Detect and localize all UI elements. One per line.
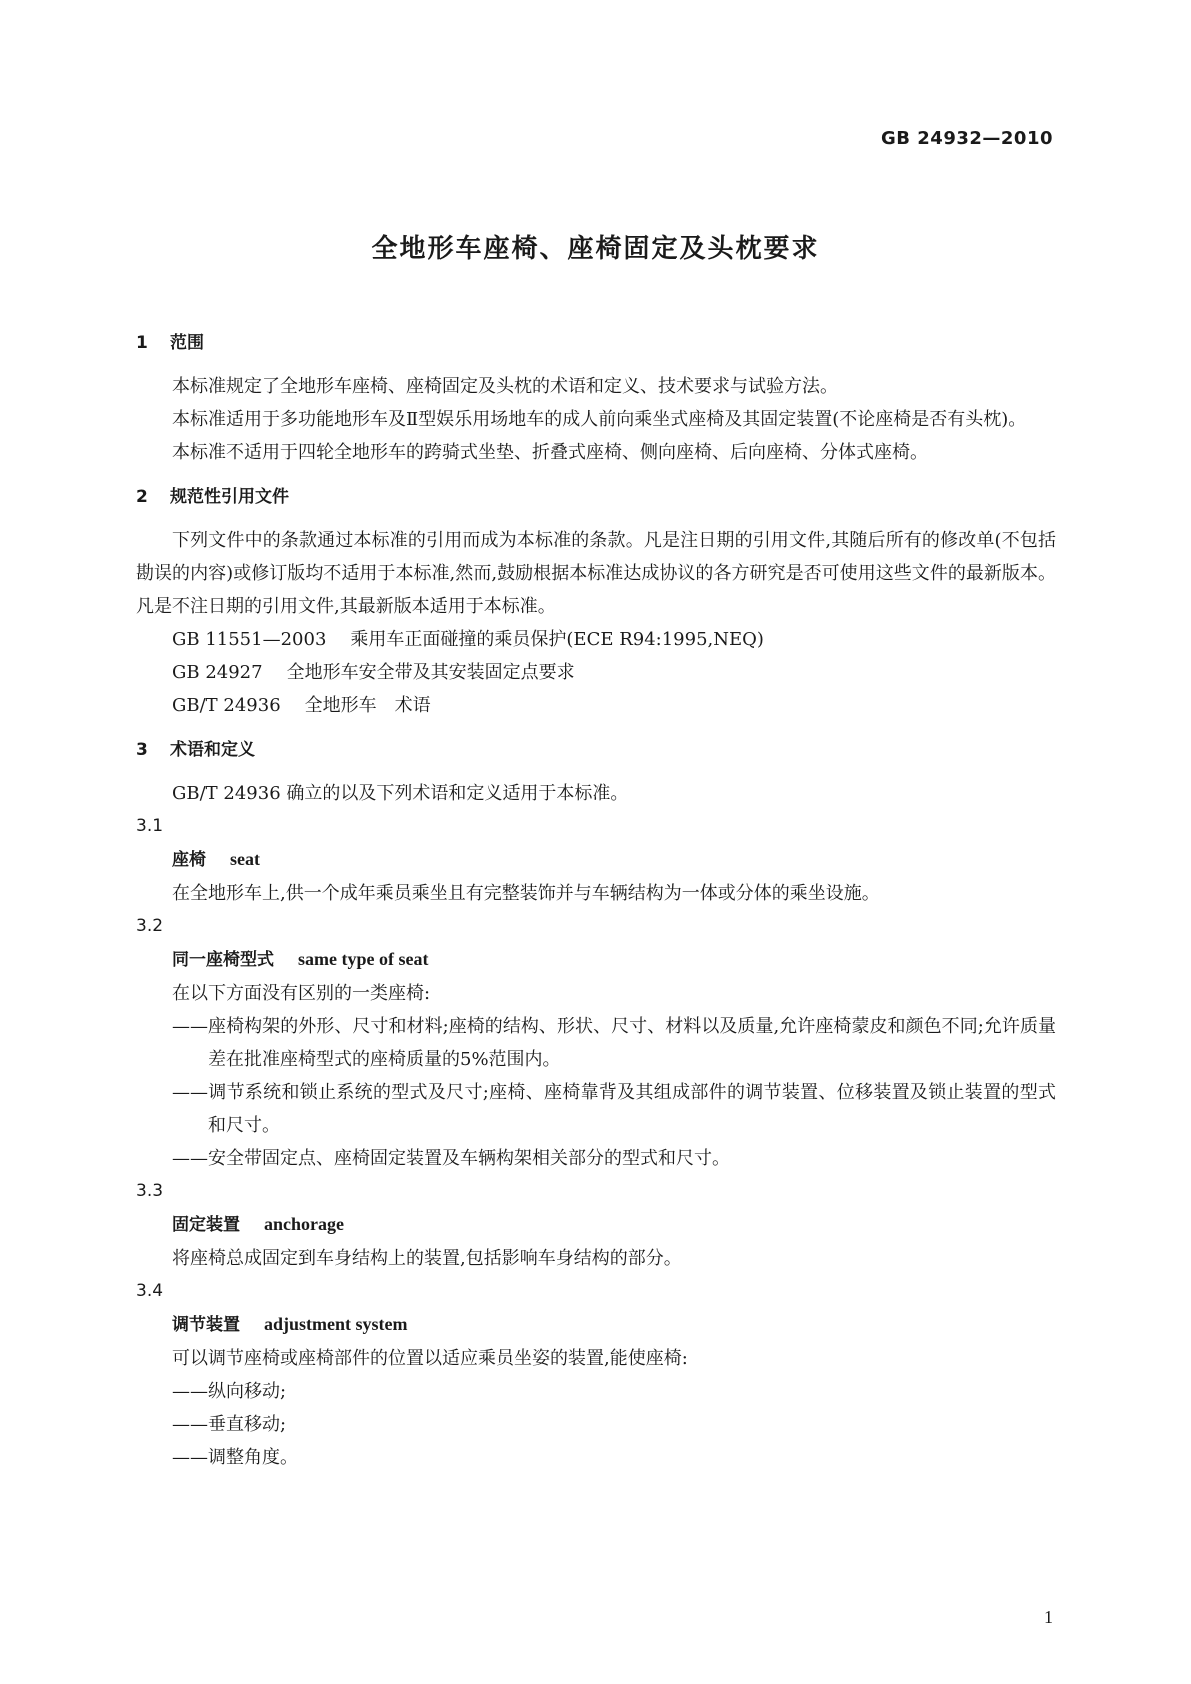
section-number: 1: [136, 333, 148, 353]
paragraph: 本标准不适用于四轮全地形车的跨骑式坐垫、折叠式座椅、侧向座椅、后向座椅、分体式座椅。: [172, 442, 928, 463]
term-definition: 在全地形车上,供一个成年乘员乘坐且有完整装饰并与车辆结构为一体或分体的乘坐设施。: [172, 883, 880, 904]
document-body: [136, 327, 1056, 1474]
term-definition: 将座椅总成固定到车身结构上的装置,包括影响车身结构的部分。: [172, 1248, 682, 1269]
term-heading: [136, 843, 1056, 877]
reference-code: GB/T 24936: [172, 695, 281, 716]
list-item: —— 座椅构架的外形、尺寸和材料;座椅的结构、形状、尺寸、材料以及质量,允许座椅蒙皮和颜色不同;允许质量差在批准座椅型式的座椅质量的5%范围内。: [136, 1010, 1056, 1076]
term-en: seat: [230, 849, 260, 869]
list-item: —— 调节系统和锁止系统的型式及尺寸;座椅、座椅靠背及其组成部件的调节装置、位移装置及锁止装置的型式和尺寸。: [136, 1076, 1056, 1142]
reference-code: GB 11551—2003: [172, 629, 327, 650]
list-item: —— 垂直移动;: [136, 1408, 1056, 1441]
reference-code: GB 24927: [172, 662, 263, 683]
paragraph: 下列文件中的条款通过本标准的引用而成为本标准的条款。凡是注日期的引用文件,其随后所有的修改单(不包括勘误的内容)或修订版均不适用于本标准,然而,鼓励根据本标准达成协议的各方研究是否可使用这些文件的最新版本。凡是不注日期的引用文件,其最新版本适用于本标准。: [136, 530, 1056, 617]
paragraph: 本标准规定了全地形车座椅、座椅固定及头枕的术语和定义、技术要求与试验方法。: [172, 376, 838, 397]
term-en: adjustment system: [264, 1314, 408, 1334]
section-number: 3: [136, 740, 148, 760]
reference-title: 乘用车正面碰撞的乘员保护(ECE R94:1995,NEQ): [350, 629, 764, 650]
term-number: 3.1: [136, 816, 164, 836]
term-heading: [136, 943, 1056, 977]
term-definition: 可以调节座椅或座椅部件的位置以适应乘员坐姿的装置,能使座椅:: [172, 1348, 688, 1369]
term-zh: 调节装置: [172, 1315, 240, 1335]
term-en: anchorage: [264, 1214, 344, 1234]
reference-item: [136, 623, 1056, 656]
page-number: 1: [1044, 1607, 1053, 1627]
list-item: —— 调整角度。: [136, 1441, 1056, 1474]
section-title: 术语和定义: [170, 740, 255, 760]
term-zh: 同一座椅型式: [172, 950, 274, 970]
section-title: 规范性引用文件: [170, 487, 289, 507]
term-definition: 在以下方面没有区别的一类座椅:: [172, 983, 431, 1004]
list-item: —— 安全带固定点、座椅固定装置及车辆构架相关部分的型式和尺寸。: [136, 1142, 1056, 1175]
term-heading: [136, 1308, 1056, 1342]
document-title: 全地形车座椅、座椅固定及头枕要求: [371, 234, 820, 264]
paragraph: GB/T 24936 确立的以及下列术语和定义适用于本标准。: [172, 783, 629, 804]
standard-number: GB 24932—2010: [881, 128, 1053, 149]
section-heading-normative-references: [136, 481, 1056, 514]
term-zh: 座椅: [172, 850, 206, 870]
term-heading: [136, 1208, 1056, 1242]
term-number: 3.2: [136, 916, 164, 936]
term-number: 3.3: [136, 1181, 164, 1201]
section-heading-terms-definitions: [136, 734, 1056, 767]
section-heading-scope: [136, 327, 1056, 360]
reference-item: [136, 689, 1056, 722]
section-title: 范围: [170, 333, 204, 353]
term-number: 3.4: [136, 1281, 164, 1301]
term-en: same type of seat: [298, 949, 429, 969]
reference-title: 全地形车安全带及其安装固定点要求: [286, 662, 575, 683]
paragraph: 本标准适用于多功能地形车及Ⅱ型娱乐用场地车的成人前向乘坐式座椅及其固定装置(不论座椅是否有头枕)。: [172, 409, 1027, 430]
term-zh: 固定装置: [172, 1215, 240, 1235]
section-number: 2: [136, 487, 148, 507]
reference-title: 全地形车 术语: [304, 695, 431, 716]
reference-item: [136, 656, 1056, 689]
list-item: —— 纵向移动;: [136, 1375, 1056, 1408]
